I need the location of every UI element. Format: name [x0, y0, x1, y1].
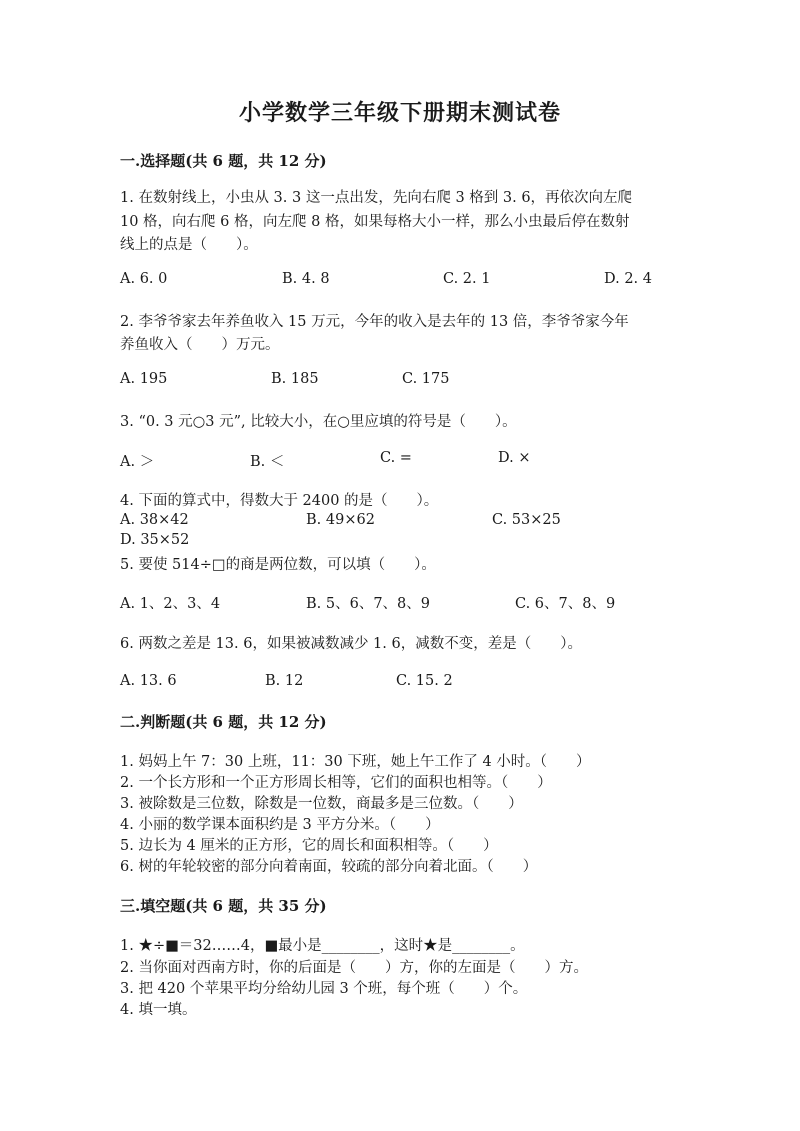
question-text: 1. 在数射线上，小虫从 3. 3 这一点出发，先向右爬 3 格到 3. 6，再依次向左爬	[120, 190, 633, 206]
option-b: B. 12	[265, 673, 304, 689]
option-b: B. 49×62	[306, 512, 375, 528]
option-d: D. ×	[498, 450, 531, 466]
option-b: B. 4. 8	[282, 271, 330, 287]
fill-blank-item: 3. 把 420 个苹果平均分给幼儿园 3 个班，每个班（ ）个。	[120, 981, 528, 997]
option-a: A. ＞	[120, 454, 155, 470]
option-b: B. ＜	[250, 454, 285, 470]
page-title: 小学数学三年级下册期末测试卷	[238, 100, 561, 126]
option-a: A. 6. 0	[120, 271, 168, 287]
judgment-item: 3. 被除数是三位数，除数是一位数，商最多是三位数。（ ）	[120, 796, 523, 812]
option-a: A. 1、2、3、4	[120, 596, 221, 612]
option-c: C. 53×25	[492, 512, 561, 528]
fill-blank-item: 4. 填一填。	[120, 1002, 197, 1018]
option-b: B. 5、6、7、8、9	[306, 596, 431, 612]
section-heading-judgment: 二.判断题(共 6 题，共 12 分)	[120, 713, 327, 731]
option-d: D. 35×52	[120, 532, 190, 548]
option-c: C. 15. 2	[396, 673, 453, 689]
option-c: C. =	[380, 450, 412, 466]
section-heading-choice: 一.选择题(共 6 题，共 12 分)	[120, 152, 327, 170]
option-c: C. 175	[402, 371, 450, 387]
fill-blank-item: 1. ★÷■＝32……4，■最小是________，这时★是________。	[120, 938, 525, 954]
question-text: 3. “0. 3 元○3 元”, 比较大小，在○里应填的符号是（ ）。	[120, 414, 517, 430]
option-c: C. 2. 1	[443, 271, 491, 287]
question-text: 线上的点是（ ）。	[120, 237, 258, 253]
judgment-item: 2. 一个长方形和一个正方形周长相等，它们的面积也相等。（ ）	[120, 775, 552, 791]
option-b: B. 185	[271, 371, 319, 387]
question-text: 10 格，向右爬 6 格，向左爬 8 格，如果每格大小一样，那么小虫最后停在数射	[120, 214, 630, 230]
option-a: A. 38×42	[120, 512, 189, 528]
question-text: 5. 要使 514÷□的商是两位数，可以填（ ）。	[120, 557, 436, 573]
judgment-item: 5. 边长为 4 厘米的正方形，它的周长和面积相等。（ ）	[120, 838, 498, 854]
judgment-item: 4. 小丽的数学课本面积约是 3 平方分米。（ ）	[120, 817, 440, 833]
question-text: 2. 李爷爷家去年养鱼收入 15 万元，今年的收入是去年的 13 倍，李爷爷家今年	[120, 314, 629, 330]
judgment-item: 6. 树的年轮较密的部分向着南面，较疏的部分向着北面。（ ）	[120, 859, 538, 875]
option-a: A. 195	[120, 371, 168, 387]
question-text: 养鱼收入（ ）万元。	[120, 337, 280, 353]
question-text: 4. 下面的算式中，得数大于 2400 的是（ ）。	[120, 493, 439, 509]
option-a: A. 13. 6	[120, 673, 177, 689]
judgment-item: 1. 妈妈上午 7：30 上班，11：30 下班，她上午工作了 4 小时。（ ）	[120, 754, 591, 770]
option-d: D. 2. 4	[604, 271, 652, 287]
section-heading-fill-blank: 三.填空题(共 6 题，共 35 分)	[120, 897, 327, 915]
question-text: 6. 两数之差是 13. 6，如果被减数减少 1. 6，减数不变，差是（ ）。	[120, 636, 582, 652]
fill-blank-item: 2. 当你面对西南方时，你的后面是（ ）方，你的左面是（ ）方。	[120, 960, 588, 976]
option-c: C. 6、7、8、9	[515, 596, 616, 612]
